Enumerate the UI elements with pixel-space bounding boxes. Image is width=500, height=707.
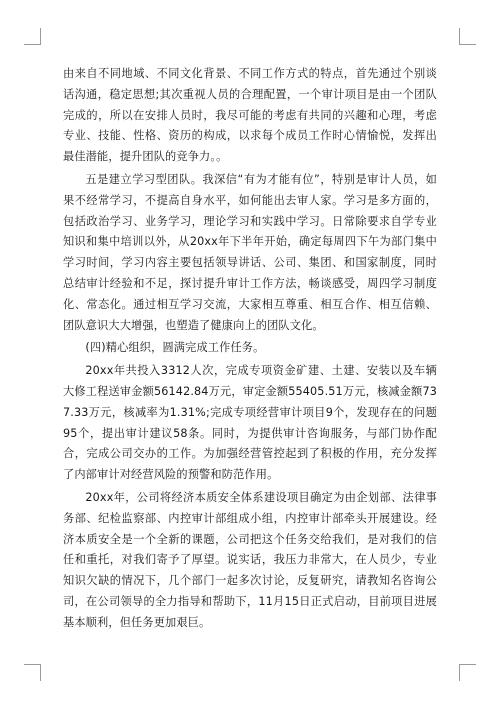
paragraph-team-configuration: 由来自不同地域、不同文化背景、不同工作方式的特点，首先通过个别谈话沟通，稳定思想;其次重视人员的合理配置，一个审计项目是由一个团队完成的，所以在安排人员时，我尽可能的考虑有共同的兴趣和心理，考虑专业、技能、性格、资历的构成，以求每个成员工作时心情愉悦，发挥出最佳潜能，提升团队的竞争力。。 xyxy=(63,67,437,164)
crop-mark-bottom-left xyxy=(24,664,41,681)
paragraph-economic-safety-project: 20xx年，公司将经济本质安全体系建设项目确定为由企划部、法律事务部、纪检监察部、内控审计部组成小组，内控审计部牵头开展建设。经济本质安全是一个全新的课题，公司把这个任务交给我们，是对我们的信任和重托，对我们寄予了厚望。说实话，我压力非常大，在人员少，专业知识欠缺的情况下，几个部门一起多次讨论，反复研究，请教知名咨询公司，在公司领导的全力指导和帮助下，11月15日正式启动，目前项目进展基本顺利，但任务更加艰巨。 xyxy=(63,490,437,629)
paragraph-audit-statistics: 20xx年共投入3312人次，完成专项资金矿建、土建、安装以及车辆大修工程送审金额56142.84万元，审定金额55405.51万元，核减金额737.33万元，核减率为1.31%;完成专项经营审计项目9个，发现存在的问题95个，提出审计建议58条。同时，为提供审计咨询服务，与部门协作配合，完成公司交办的工作。为加强经营管控起到了积极的作用，充分发挥了内部审计对经营风险的预警和防范作用。 xyxy=(63,364,437,482)
paragraph-learning-team: 五是建立学习型团队。我深信“有为才能有位”，特别是审计人员，如果不经常学习，不提高自身水平，如何能出去审人家。学习是多方面的，包括政治学习、业务学习，理论学习和实践中学习。日常除要求自学专业知识和集中培训以外，从20xx年下半年开始，确定每周四下午为部门集中学习时间，学习内容主要包括领导讲话、公司、集团、和国家制度，同时总结审计经验和不足，探讨提升审计工作方法，畅谈感受，周四学习制度化、常态化。通过相互学习交流，大家相互尊重、相互合作、相互信赖、团队意识大大增强，也塑造了健康向上的团队文化。 xyxy=(63,172,437,332)
document-body xyxy=(63,64,437,636)
crop-mark-bottom-right xyxy=(459,664,476,681)
crop-mark-top-left xyxy=(24,28,41,45)
crop-mark-top-right xyxy=(459,28,476,45)
section-heading-organize-tasks: (四)精心组织，圆满完成工作任务。 xyxy=(85,341,265,355)
